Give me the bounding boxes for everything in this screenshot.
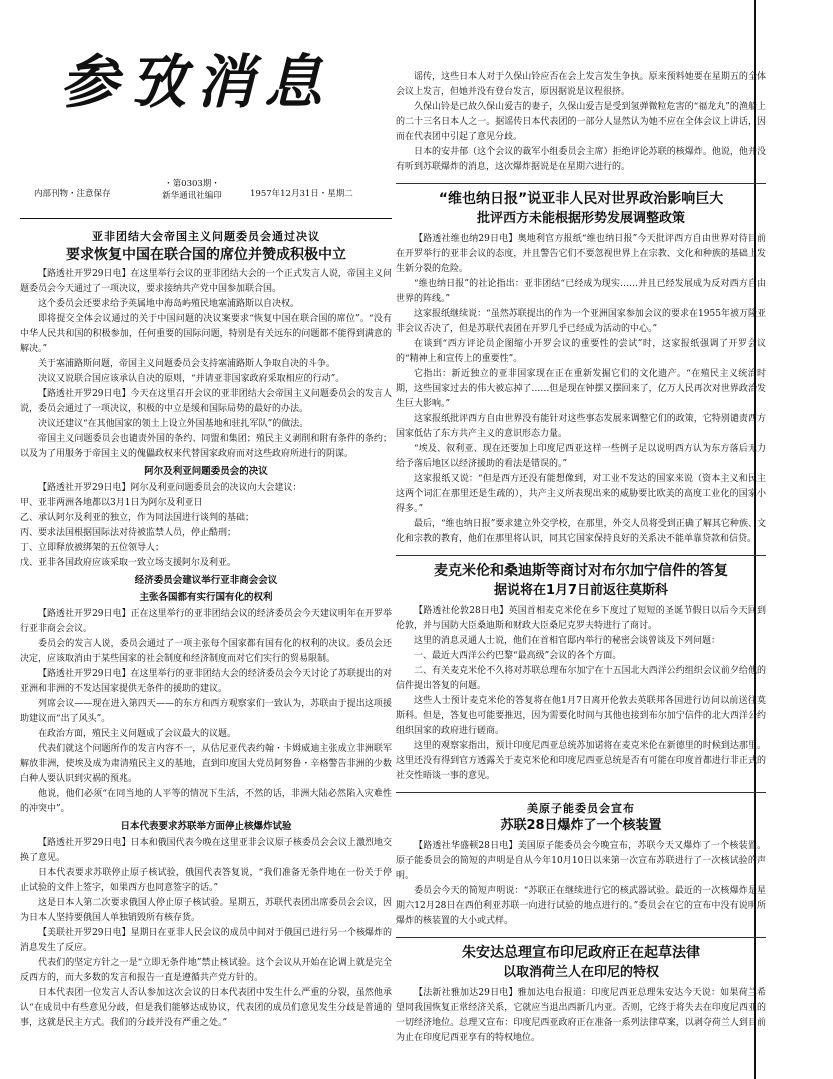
article-headline: 要求恢复中国在联合国的席位并赞成积极中立 (66, 247, 346, 263)
paragraph: 委员会的发言人说，委员会通过了一项主张每个国家都有国有化的权利的决议。委员会还决定，应该取消由于某些国家的社会制度和经济制度而对它们实行的贸易限制。 (20, 639, 392, 664)
masthead-title: 参攷消息 (60, 48, 333, 116)
paragraph: 【路透社开罗29日电】今天在这里召开会议的亚非团结大会帝国主义问题委员会的发言人说，委员会通过了一项决议，积极的中立是缓和国际局势的最好的办法。 (20, 389, 392, 414)
masthead (20, 0, 392, 225)
right-column (396, 70, 766, 1046)
article-divider (396, 792, 766, 793)
paragraph: 帝国主义问题委员会也谴责外国的条约、同盟和集团；殖民主义剥削和附有条件的条约；以及为了用服务于帝国主义的傀儡政权来代替国家政府而对这些政府所进行的阴谋。 (20, 434, 392, 459)
paragraph: 关于塞浦路斯问题，帝国主义问题委员会支持塞浦路斯人争取自决的斗争。 (38, 359, 336, 369)
paragraph: 即将提交全体会议通过的关于中国问题的决议案要求“恢复中国在联合国的席位”。“没有中华人民共和国的积极参加，任何重要的国际问题，特别是有关远东的问题都不能得到满意的解决。” (20, 314, 392, 354)
paragraph: 二、有关麦克米伦不久将对苏联总理布尔加宁在十五国北大西洋公约组织会议前夕给他的信件提出答复的问题。 (396, 666, 766, 691)
article-subheadline: 以取消荷兰人在印尼的特权 (502, 965, 659, 980)
article-body (20, 267, 392, 462)
list-item: 乙、承认阿尔及利亚的独立，作为同法国进行谈判的基础； (20, 513, 255, 523)
article-body (396, 232, 766, 547)
paragraph: 决议又说联合国应该承认自决的原则，“并请亚非国家政府采取相应的行动”。 (38, 374, 345, 384)
paragraph: 谣传，这些日本人对于久保山铃应否在会上发言发生争执。原来预料她要在星期五的全体会议上发言，但她并没有登台发言，原因据说是议程很挤。 (396, 72, 766, 97)
list-item: 甲、亚非两洲各地都以3月1日为阿尔及利亚日 (20, 498, 203, 508)
publisher: 新华通讯社编印 (162, 191, 222, 201)
paragraph: 【路透社开罗29日电】正在这里举行的亚非团结会议的经济委员会今天建议明年在开罗举行亚非商会会议。 (20, 609, 392, 634)
paragraph: 最后，“维也纳日报”要求建立外交学校，在那里，外交人员将受到正确了解其它种族、文化和宗教的教育，他们在那里将认识，同其它国家保持良好的关系决不能单靠贷款和信贷。 (396, 519, 766, 544)
article-kicker: 亚非团结大会帝国主义问题委员会通过决议 (92, 230, 320, 243)
section-subheading: 主张各国都有实行国有化的权利 (139, 592, 273, 603)
paragraph: 它指出：新近独立的亚非国家现在正在重新发掘它们的文化遗产。“在殖民主义统治时期，这些国家过去的伟大被忘掉了……但是现在钟摆又摆回来了，亿万人民再次对世界政治发生巨大影响。” (396, 369, 766, 409)
article-divider (396, 937, 766, 938)
continued-article (396, 70, 766, 175)
article-headline: 朱安达总理宣布印尼政府正在起草法律 (462, 945, 700, 961)
section-body (20, 607, 392, 817)
paragraph: 决议还建议“在其他国家的领土上设立外国基地和驻扎军队”的做法。 (38, 419, 309, 429)
issue-number: ・第0303期・ (164, 179, 220, 189)
circulation-note: 内部刊物・注意保存 (34, 189, 111, 199)
paragraph: 代表们就这个问题所作的发言内容不一，从估尼亚代表约翰・卡姆威迪主张成立非洲联军解放非洲，使埃及成为肃清殖民主义的基地，直到印度国大党员阿努鲁・辛格警告非洲的少数白种人要认识到灾祸的预兆。 (20, 744, 392, 784)
paragraph: 这家报纸又说：“但是西方还没有能想像到，对工业不发达的国家来说（资本主义和民主这两个词汇在那里还是生疏的），共产主义所表现出来的威胁要比欧美的高度工业化的国家小得多。” (396, 474, 766, 514)
paragraph: 委员会今天的简短声明说：“苏联正在继续进行它的核武器试验。最近的一次核爆炸是星期六12月28日在西伯利亚苏联一向进行试验的地点进行的。”委员会在它的宣布中没有说明所爆炸的核装置的大小或式样。 (396, 886, 766, 926)
list-item: 丙、要求法国根据国际法对待被监禁人员，停止酷刑； (20, 528, 237, 538)
section-heading: 日本代表要求苏联举方面停止核爆炸试验 (120, 821, 292, 832)
article-divider (396, 183, 766, 184)
paragraph: 【路透社维也纳29日电】奥地利官方报纸“维也纳日报”今天批评西方自由世界对待目前在开罗举行的亚非会议的态度，并且警告它们不要忽视世界上在宗教、文化和种族的基础上发生新分裂的危险。 (396, 234, 766, 274)
paragraph: 久保山铃是已故久保山爱吉的妻子，久保山爱吉是受到氢弹微粒危害的“福龙丸”的渔船上的二十三名日本人之一。据谣传日本代表团的一部分人显然认为她不应在全体会议上讲话，因而在代表团中引起了意见分歧。 (396, 102, 766, 142)
paragraph: 日本的安井郁（这个会议的裁军小组委员会主席）拒绝评论苏联的核爆炸。他说，他并没有听到苏联爆炸的消息，这次爆炸据说是在星期六进行的。 (396, 147, 766, 172)
paragraph: 列席会议——现在进入第四天——的东方和西方观察家们一致认为，苏联由于提出这项援助建议而“出了风头”。 (20, 699, 392, 724)
issue-box (144, 178, 240, 202)
article-subheadline: 批评西方未能根据形势发展调整政策 (476, 211, 685, 226)
paragraph: 【路透社开罗29日电】在这里举行的亚非团结大会的经济委员会今天讨论了苏联提出的对亚洲和非洲的不发达国家提供无条件的援助的建议。 (20, 669, 392, 694)
article-subheadline: 据说将在1月7日前返往莫斯科 (493, 583, 669, 598)
article-body (396, 839, 766, 929)
paragraph: 【路透社开罗29日电】日本和俄国代表今晚在这里亚非会议原子核委员会会议上激烈地交换了意见。 (20, 838, 392, 863)
paragraph: 这家报纸继续说：“虽然苏联提出的作为一个亚洲国家参加会议的要求在1955年被万隆亚非会议否决了，但是苏联代表团在开罗几乎已经成为活动的中心。” (396, 309, 766, 334)
section-body (20, 481, 392, 571)
paragraph: 这些人士预计麦克米伦的答复将在他1月7日离开伦敦去英联邦各国进行访问以前送往莫斯科。但是，答复也可能要推迟，因为需要化时间与其他也接到布尔加宁信件的北大西洋公约组织国家的政府进行磋商。 (396, 696, 766, 736)
masthead-rule (20, 218, 392, 219)
paragraph: 【路透社华盛顿28日电】美国原子能委员会今晚宣布，苏联今天又爆炸了一个核装置。原子能委员会的简短的声明是自从今年10月10日以来第一次宣布苏联进行了一次核试验的声明。 (396, 841, 766, 881)
paragraph: 这是日本人第二次要求俄国人停止原子核试验。星期五，苏联代表团出席委员会会议，因为日本人坚持要俄国人单独销毁所有核存货。 (20, 898, 392, 923)
list-item: 戊、亚非各国政府应该采取一致立场支援阿尔及利亚。 (20, 558, 237, 568)
paragraph: 【美联社开罗29日电】星期日在亚非人民会议的成员中间对于俄国已进行另一个核爆炸的消息发生了反应。 (20, 928, 392, 953)
article-headline: “维也纳日报”说亚非人民对世界政治影响巨大 (438, 191, 724, 207)
list-item: 丁、立即释放被绑架的五位领导人； (20, 543, 165, 553)
paragraph: “埃及、叙利亚、现在还要加上印度尼西亚这样一些例子足以说明西方认为东方落后无力给予落后地区以经济援助的看法是错误的。” (396, 444, 766, 469)
article-body (396, 604, 766, 784)
section-heading: 阿尔及利亚问题委员会的决议 (144, 466, 268, 477)
issue-date: 1957年12月31日・星期二 (250, 189, 353, 199)
paragraph: 在谈到“西方评论员企图缩小开罗会议的重要性的尝试”时，这家报纸强调了开罗会议的“精神上和宣传上的重要性”。 (396, 339, 766, 364)
paragraph: 日本代表要求苏联停止原子核试验，俄国代表答复说，“我们准备无条件地在一份关于停止试验的文件上签字，如果西方也同意签字的话。” (20, 868, 392, 893)
article-headline: 苏联28日爆炸了一个核装置 (500, 818, 662, 833)
paragraph: 他说，他们必须“在同当地的人平等的情况下生活，不然的话，非洲大陆必然陷入灾难性的冲突中”。 (20, 789, 392, 814)
paragraph: “维也纳日报”的社论指出：亚非团结“已经成为现实……并且已经发展成为反对西方自由世界的阵线。” (396, 279, 766, 304)
paragraph: 日本代表团一位发言人否认参加这次会议的日本代表团中发生什么严重的分裂，虽然他承认“在成员中有些意见分歧，但是我们能够达成协议，代表团的成员们意见发生分歧是普通的事，这就是民主方式。我们的分歧并没有严重之处。” (20, 988, 392, 1028)
paragraph: 【路透社开罗29日电】阿尔及利亚问题委员会的决议向大会建议： (38, 483, 302, 493)
article-headline: 麦克米伦和桑迪斯等商讨对布尔加宁信件的答复 (434, 563, 728, 579)
paragraph: 代表们的坚定方针之一是“立即无条件地”禁止核试验。这个会议从开始在论调上就是完全反西方的，而大多数的发言和报告一直是遵循共产党方针的。 (20, 958, 392, 983)
paragraph: 【路透社开罗29日电】在这里举行会议的亚非团结大会的一个正式发言人说，帝国主义问题委员会今天通过了一项决议，要求接纳共产党中国参加联合国。 (20, 269, 392, 294)
paragraph: 这里的消息灵通人士说，他们在首相官邸内举行的秘密会谈曾谈及下列问题： (414, 636, 721, 646)
paragraph: 这家报纸批评西方自由世界没有能针对这些事态发展来调整它们的政策，它特别谴责西方国家低估了东方共产主义的意识形态力量。 (396, 414, 766, 439)
article-divider (396, 555, 766, 556)
paragraph: 在政治方面，殖民主义问题成了会议最大的议题。 (38, 729, 237, 739)
paragraph: 这里的观察家指出，预计印度尼西亚总统苏加诺将在麦克米伦在新德里的时候到达那里。这里还没有得到官方透露关于麦克米伦和印度尼西亚总统是否有可能在印度首都进行非正式的社交性晤谈一事的意见。 (396, 741, 766, 781)
paragraph: 【法新社雅加达29日电】雅加达电台报道：印度尼西亚总理朱安达今天说：如果荷兰希望同我国恢复正常经济关系，它就应当退出西新几内亚。否则，它终于将失去在印度尼西亚的一切经济地位。总理又宣布：印度尼西亚政府正在准备一系列法律草案，以剥夺荷兰人到目前为止在印度尼西亚享有的特权地位。 (396, 988, 766, 1043)
paragraph: 【路透社伦敦28日电】英国首相麦克米伦在乡下度过了短短的圣诞节假日以后今天回到伦敦，并与国防大臣桑迪斯和财政大臣桑尼克罗夫特进行了商讨。 (396, 606, 766, 631)
left-column (20, 0, 392, 1031)
section-body (20, 836, 392, 1031)
paragraph: 一、最近大西洋公约巴黎“最高级”会议的各个方面。 (414, 651, 622, 661)
article-body (396, 986, 766, 1046)
section-heading: 经济委员会建议举行亚非商会会议 (134, 575, 278, 586)
paragraph: 这个委员会还要求给予英属地中海岛屿殖民地塞浦路斯以自决权。 (38, 299, 300, 309)
article-kicker: 美原子能委员会宣布 (527, 802, 635, 815)
